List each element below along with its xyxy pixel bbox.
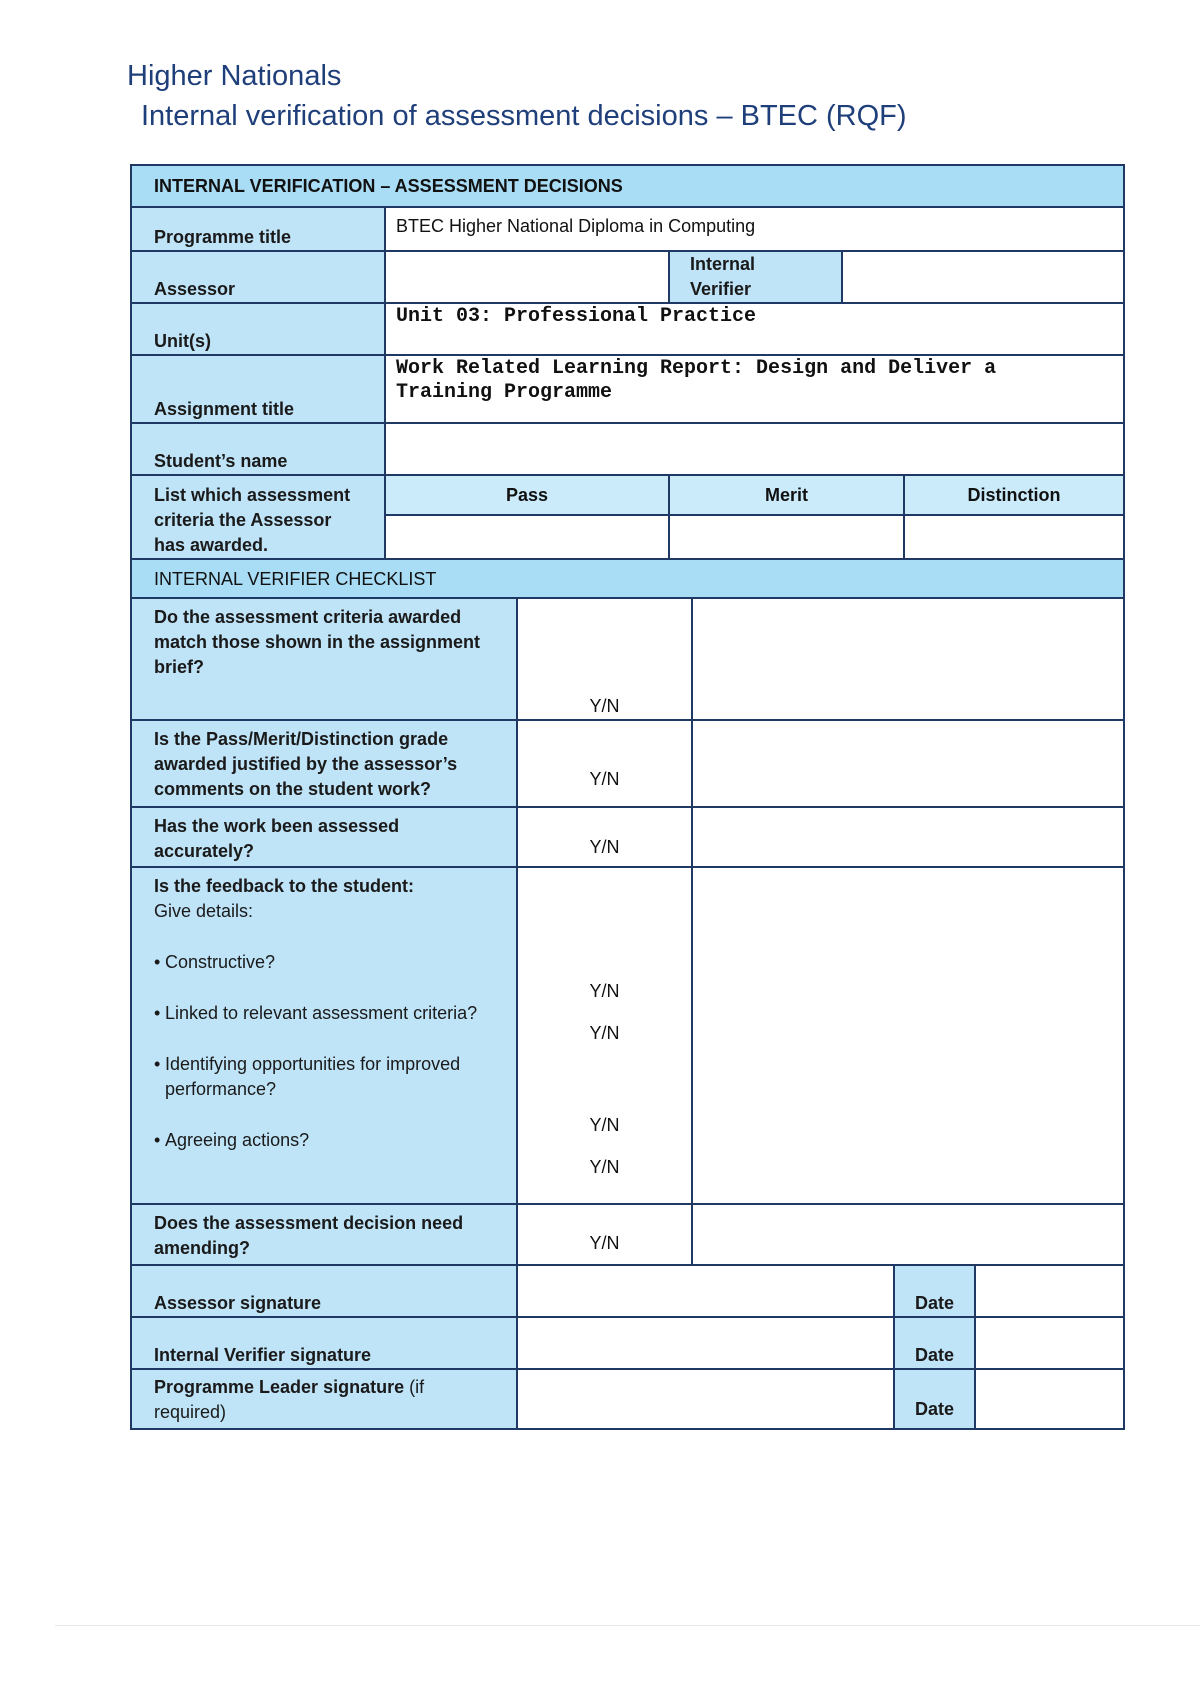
programme-title-label: Programme title <box>131 207 385 251</box>
assessment-decisions-table <box>130 164 1125 600</box>
q2-comments[interactable] <box>692 720 1124 807</box>
bullet-opportunities: • Identifying opportunities for improved performance? <box>154 1052 496 1102</box>
header-subtitle: Internal verification of assessment decisions – BTEC (RQF) <box>141 100 907 132</box>
checklist-q1: Do the assessment criteria awarded match those shown in the assignment brief? <box>131 598 517 720</box>
student-name-label: Student’s name <box>131 423 385 475</box>
merit-criteria-field[interactable] <box>669 515 904 559</box>
page-footer-divider <box>55 1625 1200 1626</box>
leader-signature-label <box>131 1369 517 1429</box>
leader-signature-note: (if required) <box>154 1377 425 1422</box>
q4-yn-opportunities[interactable]: Y/N <box>589 1115 620 1135</box>
q4-yn-agreeing[interactable]: Y/N <box>589 1157 620 1177</box>
criteria-label: List which assessment criteria the Assessor has awarded. <box>131 475 385 559</box>
internal-verifier-label: Internal Verifier <box>669 251 842 303</box>
assessor-date-label: Date <box>894 1265 975 1317</box>
pass-header: Pass <box>385 475 669 515</box>
q3-yn[interactable]: Y/N <box>517 807 692 867</box>
assessor-field[interactable] <box>385 251 669 303</box>
q1-comments[interactable] <box>692 598 1124 720</box>
q3-comments[interactable] <box>692 807 1124 867</box>
q2-yn[interactable]: Y/N <box>517 720 692 807</box>
merit-header: Merit <box>669 475 904 515</box>
pass-criteria-field[interactable] <box>385 515 669 559</box>
checklist-table <box>130 597 1125 1266</box>
q5-comments[interactable] <box>692 1204 1124 1265</box>
bullet-agreeing: • Agreeing actions? <box>154 1128 496 1153</box>
leader-date-label: Date <box>894 1369 975 1429</box>
checklist-q5: Does the assessment decision need amending? <box>131 1204 517 1265</box>
q4-give-details: Give details: <box>154 901 254 921</box>
distinction-criteria-field[interactable] <box>904 515 1124 559</box>
verifier-date-label: Date <box>894 1317 975 1369</box>
checklist-q3: Has the work been assessed accurately? <box>131 807 517 867</box>
units-label: Unit(s) <box>131 303 385 355</box>
assessor-signature-field[interactable] <box>517 1265 894 1317</box>
checklist-title: INTERNAL VERIFIER CHECKLIST <box>131 559 1124 599</box>
signatures-table <box>130 1264 1125 1430</box>
q4-yn-linked[interactable]: Y/N <box>589 1023 620 1043</box>
distinction-header: Distinction <box>904 475 1124 515</box>
assessor-signature-label: Assessor signature <box>131 1265 517 1317</box>
assessor-date-field[interactable] <box>975 1265 1124 1317</box>
units-field[interactable]: Unit 03: Professional Practice <box>385 303 1124 355</box>
leader-date-field[interactable] <box>975 1369 1124 1429</box>
q4-yn-constructive[interactable]: Y/N <box>589 981 620 1001</box>
leader-signature-text: Programme Leader signature <box>154 1377 405 1397</box>
header-title: Higher Nationals <box>127 60 342 92</box>
q1-yn[interactable]: Y/N <box>517 598 692 720</box>
student-name-field[interactable] <box>385 423 1124 475</box>
leader-signature-field[interactable] <box>517 1369 894 1429</box>
bullet-constructive: • Constructive? <box>154 950 496 975</box>
assignment-title-field[interactable]: Work Related Learning Report: Design and Deliver a Training Programme <box>385 355 1124 423</box>
q4-question: Is the feedback to the student: <box>154 876 415 896</box>
verifier-signature-field[interactable] <box>517 1317 894 1369</box>
assessor-label: Assessor <box>131 251 385 303</box>
checklist-q4 <box>131 867 517 1204</box>
q4-comments[interactable] <box>692 867 1124 1204</box>
q5-yn[interactable]: Y/N <box>517 1204 692 1265</box>
bullet-linked: • Linked to relevant assessment criteria? <box>154 1001 496 1026</box>
verifier-signature-label: Internal Verifier signature <box>131 1317 517 1369</box>
internal-verifier-field[interactable] <box>842 251 1124 303</box>
programme-title-field[interactable]: BTEC Higher National Diploma in Computing <box>385 207 1124 251</box>
checklist-q2: Is the Pass/Merit/Distinction grade awarded justified by the assessor’s comments on the student work? <box>131 720 517 807</box>
assignment-title-label: Assignment title <box>131 355 385 423</box>
verifier-date-field[interactable] <box>975 1317 1124 1369</box>
section-title: INTERNAL VERIFICATION – ASSESSMENT DECISIONS <box>131 165 1124 207</box>
